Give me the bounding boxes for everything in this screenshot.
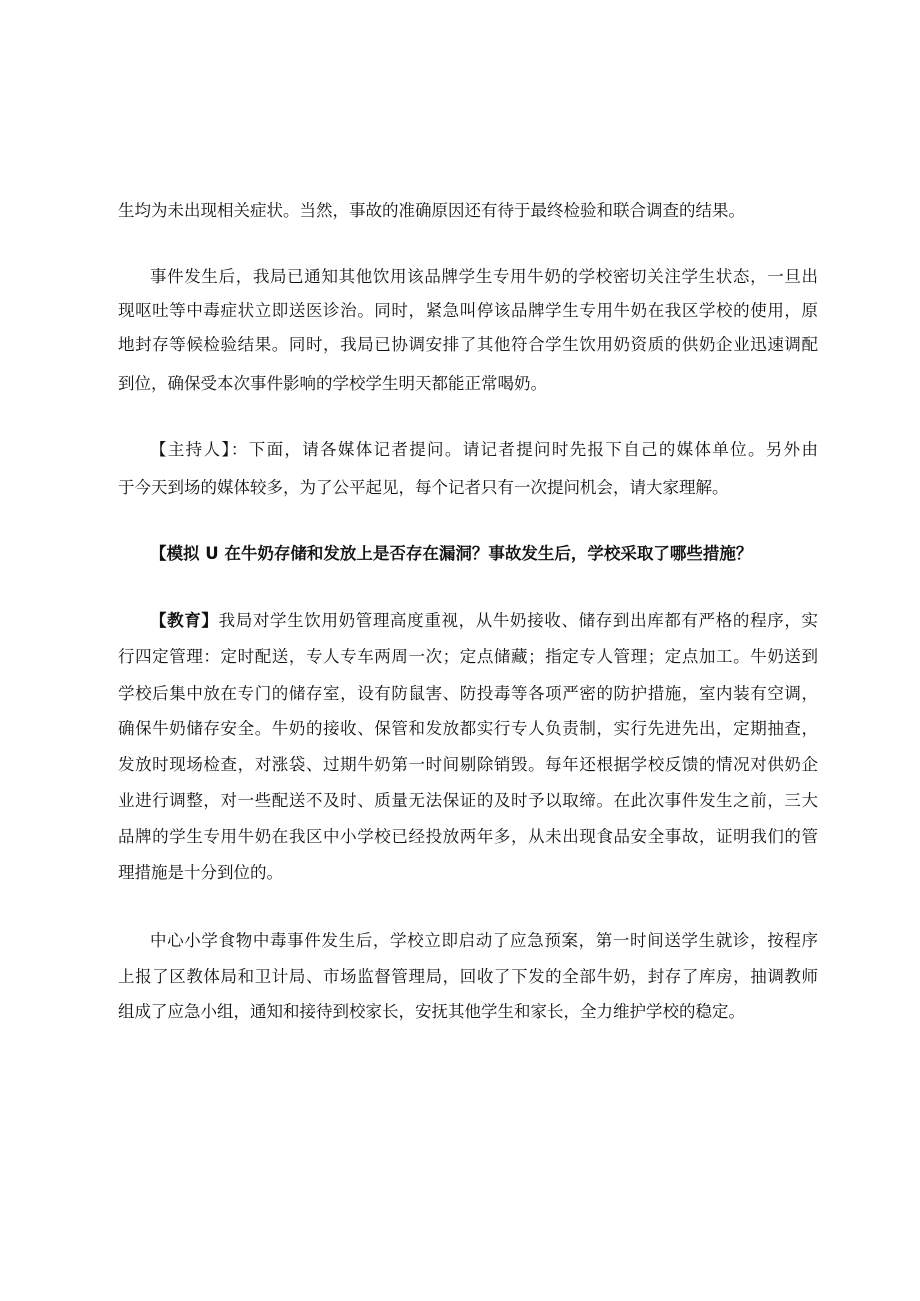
answer-line-2: 行四定管理：定时配送，专人专车两周一次；定点储藏；指定专人管理；定点加工。牛奶送到 bbox=[118, 647, 818, 666]
paragraph-3-line-2: 于今天到场的媒体较多，为了公平起见，每个记者只有一次提问机会，请大家理解。 bbox=[118, 478, 729, 497]
answer-line-8: 理措施是十分到位的。 bbox=[118, 863, 283, 882]
paragraph-2-line-1: 事件发生后，我局已通知其他饮用该品牌学生专用牛奶的学校密切关注学生状态，一旦出 bbox=[150, 267, 818, 286]
answer-line-1 bbox=[150, 610, 818, 632]
paragraph-6-line-1: 中心小学食物中毒事件发生后，学校立即启动了应急预案，第一时间送学生就诊，按程序 bbox=[150, 931, 818, 950]
paragraph-6-line-2: 上报了区教体局和卫计局、市场监督管理局，回收了下发的全部牛奶，封存了库房，抽调教师 bbox=[118, 967, 818, 986]
speaker-label-education: 【教育】 bbox=[150, 611, 219, 630]
paragraph-1-line-1: 生均为未出现相关症状。当然，事故的准确原因还有待于最终检验和联合调查的结果。 bbox=[118, 201, 745, 220]
answer-line-7: 品牌的学生专用牛奶在我区中小学校已经投放两年多，从未出现食品安全事故，证明我们的管 bbox=[118, 827, 818, 846]
answer-line-5: 发放时现场检查，对涨袋、过期牛奶第一时间剔除销毁。每年还根据学校反馈的情况对供奶企 bbox=[118, 755, 818, 774]
question-heading: 【模拟 U 在牛奶存储和发放上是否存在漏洞？事故发生后，学校采取了哪些措施？ bbox=[150, 544, 753, 563]
answer-line-4: 确保牛奶储存安全。牛奶的接收、保管和发放都实行专人负责制，实行先进先出，定期抽查， bbox=[118, 719, 818, 738]
paragraph-2-line-4: 到位，确保受本次事件影响的学校学生明天都能正常喝奶。 bbox=[118, 374, 547, 393]
paragraph-3-line-1: 【主持人】：下面，请各媒体记者提问。请记者提问时先报下自己的媒体单位。另外由 bbox=[150, 440, 818, 459]
answer-line-3: 学校后集中放在专门的储存室，设有防鼠害、防投毒等各项严密的防护措施，室内装有空调， bbox=[118, 684, 818, 703]
paragraph-2-line-3: 地封存等候检验结果。同时，我局已协调安排了其他符合学生饮用奶资质的供奶企业迅速调配 bbox=[118, 335, 818, 354]
paragraph-6-line-3: 组成了应急小组，通知和接待到校家长，安抚其他学生和家长，全力维护学校的稳定。 bbox=[118, 1002, 745, 1021]
paragraph-2-line-2: 现呕吐等中毒症状立即送医诊治。同时，紧急叫停该品牌学生专用牛奶在我区学校的使用，原 bbox=[118, 301, 818, 320]
answer-line-6: 业进行调整，对一些配送不及时、质量无法保证的及时予以取缔。在此次事件发生之前，三大 bbox=[118, 791, 818, 810]
answer-line-1-text: 我局对学生饮用奶管理高度重视，从牛奶接收、储存到出库都有严格的程序，实 bbox=[218, 611, 819, 630]
